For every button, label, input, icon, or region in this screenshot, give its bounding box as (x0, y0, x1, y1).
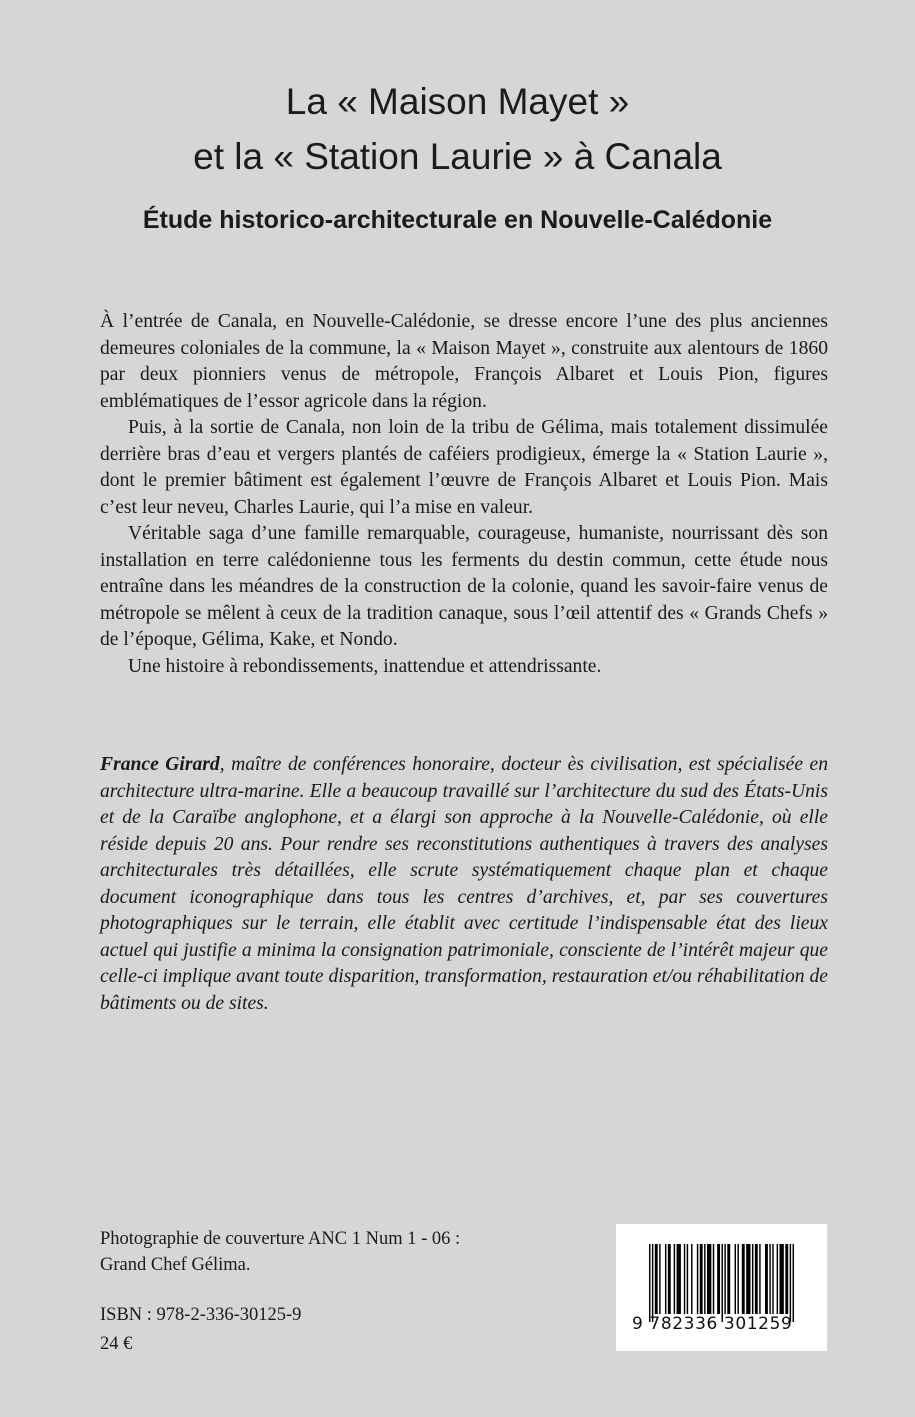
isbn: ISBN : 978-2-336-30125-9 (100, 1305, 302, 1325)
barcode-bar (755, 1244, 758, 1314)
book-summary (100, 309, 828, 680)
author-bio (100, 752, 828, 1017)
barcode-bar (735, 1244, 736, 1314)
barcode-bar (704, 1244, 705, 1314)
barcode-bar (717, 1244, 720, 1314)
barcode-bar (713, 1244, 714, 1314)
summary-paragraph-3: Véritable saga d’une famille remarquable, courageuse, humaniste, nourrissant dès son installation en terre calédonienne tous les ferments du destin commun, cette étude nous entraîne dans les méandres de la construction de la colonie, quand les savoir-faire venus de métropole se mêlent à ceux de la tradition canaque, sous l’œil attentif des « Grands Chefs » de l’époque, Gélima, Kake, et Nondo. (100, 523, 828, 650)
barcode-bar (772, 1244, 773, 1314)
barcode-bar (652, 1244, 653, 1322)
barcode (616, 1224, 827, 1351)
summary-paragraph-2: Puis, à la sortie de Canala, non loin de la tribu de Gélima, mais totalement dissimulée derrière bras d’eau et vergers plantés de caféiers prodigieux, émerge la « Station Laurie », dont le premier bâtiment est également l’œuvre de François Albaret et Louis Pion. Mais c’est leur neveu, Charles Laurie, qui l’a mise en valeur. (100, 417, 828, 518)
cover-credit-line-2: Grand Chef Gélima. (100, 1255, 251, 1275)
barcode-bars (649, 1244, 799, 1322)
barcode-bar (668, 1244, 671, 1314)
barcode-bar (687, 1244, 688, 1314)
barcode-bar (649, 1244, 650, 1322)
barcode-bar (707, 1244, 711, 1314)
barcode-bar (793, 1244, 794, 1322)
barcode-bar (737, 1244, 738, 1314)
cover-photo-credit (100, 1226, 560, 1278)
cover-credit-line-1: Photographie de couverture ANC 1 Num 1 - 06 : (100, 1229, 461, 1249)
barcode-bar (665, 1244, 666, 1314)
price: 24 € (100, 1334, 133, 1354)
barcode-bar (785, 1244, 788, 1314)
barcode-bar (659, 1244, 660, 1314)
barcode-digits: 9 782336 301259 (632, 1314, 793, 1334)
barcode-bar (765, 1244, 768, 1314)
barcode-bar (780, 1244, 784, 1314)
author-name: France Girard (100, 754, 220, 775)
summary-paragraph-4: Une histoire à rebondissements, inattendue et attendrissante. (128, 655, 602, 677)
barcode-bar (752, 1244, 753, 1314)
barcode-bar (724, 1244, 725, 1314)
barcode-bar (677, 1244, 681, 1314)
book-title-line-2: et la « Station Laurie » à Canala (193, 136, 722, 177)
barcode-bar (684, 1244, 685, 1314)
barcode-bar (700, 1244, 703, 1314)
barcode-bar (746, 1244, 750, 1314)
barcode-bar (769, 1244, 770, 1314)
book-subtitle: Étude historico-architecturale en Nouvelle-Calédonie (142, 206, 773, 234)
barcode-bar (790, 1244, 791, 1322)
barcode-bar (777, 1244, 778, 1314)
barcode-bar (759, 1244, 760, 1314)
barcode-bar (727, 1244, 730, 1314)
barcode-bar (742, 1244, 745, 1314)
summary-paragraph-1: À l’entrée de Canala, en Nouvelle-Calédonie, se dresse encore l’une des plus anciennes demeures coloniales de la commune, la « Maison Mayet », construite aux alentours de 1860 par deux pionniers venus de métropole, François Albaret et Louis Pion, figures emblématiques de l’essor agricole dans la région. (100, 311, 828, 412)
barcode-bar (697, 1244, 698, 1314)
barcode-bar (722, 1244, 723, 1322)
barcode-bar (691, 1244, 692, 1314)
barcode-bar (655, 1244, 658, 1314)
barcode-bar (674, 1244, 675, 1314)
author-bio-text: , maître de conférences honoraire, docteur ès civilisation, est spécialisée en architecture ultra-marine. Elle a beaucoup travaillé sur l’architecture du sud des États-Unis et de la Caraïbe anglophone, et a élargi son approche à la Nouvelle-Calédonie, où elle réside depuis 20 ans. Pour rendre ses reconstitutions authentiques à travers des analyses architecturales très détaillées, elle scrute systématiquement chaque plan et chaque document iconographique dans tous les centres d’archives, et, par ses couvertures photographiques sur le terrain, elle établit avec certitude l’indispensable état des lieux actuel qui justifie a minima la consignation patrimoniale, consciente de l’intérêt majeur que celle-ci implique avant toute disparition, transformation, restauration et/ou réhabilitation de bâtiments ou de sites. (100, 754, 828, 1014)
book-title-line-1: La « Maison Mayet » (285, 81, 630, 122)
